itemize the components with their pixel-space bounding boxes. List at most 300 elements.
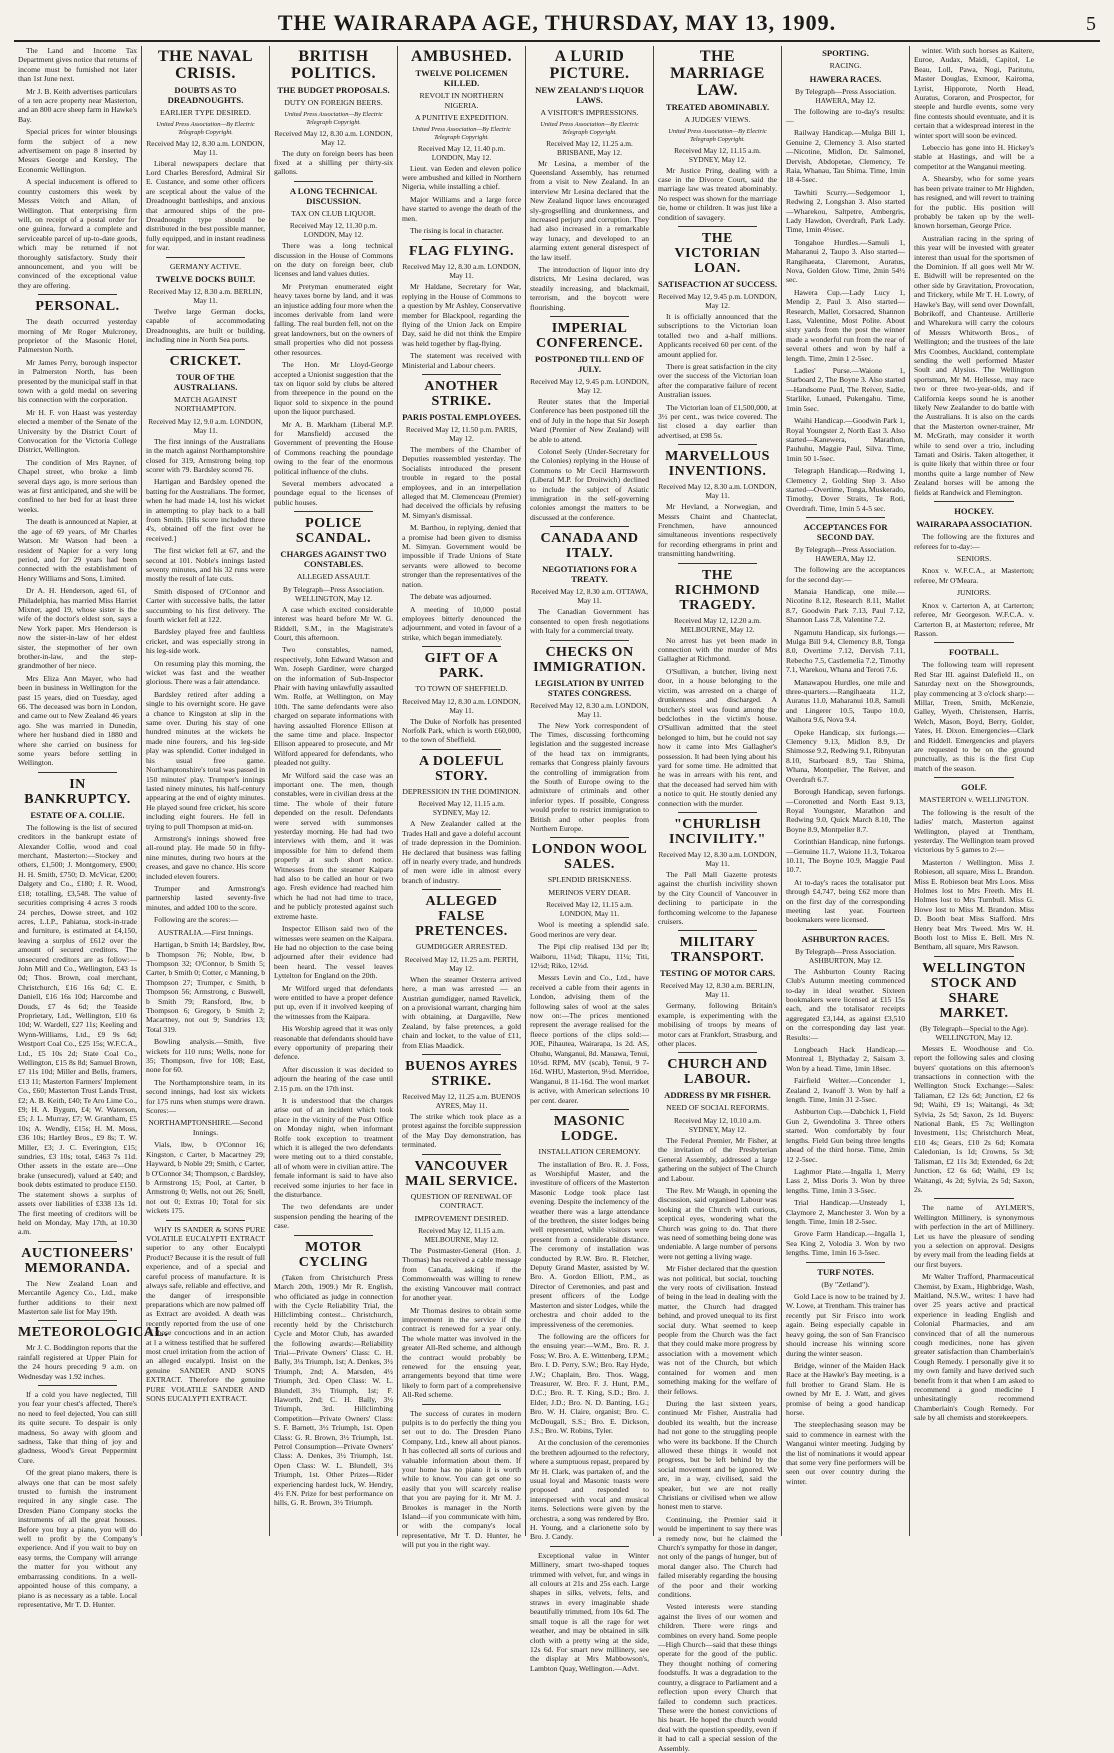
- paragraph: The first wicket fell at 67, and the second at 101. Noble's innings lasted seventy minutes, and his 32 runs were mostly the result of late cuts.: [146, 546, 265, 584]
- paragraph: Ladies' Purse.—Waione 1, Starboard 2, The Boyne 3. Also started—Handsome Paul, The Reiver, Sadie, Starlike, Lunaed, Pukengahu. Time, 1min 5sec.: [786, 366, 905, 413]
- paragraph: Mrs Eliza Ann Mayer, who had been in business in Wellington for the past 15 years, died on Tuesday, aged 66. The deceased was born in London, and came out to New Zealand 46 years ago. She was married in Dunedin, where her husband died in 1880 and where she carried on business for some years before settling in Wellington.: [18, 673, 137, 768]
- divider-rule: [422, 646, 501, 647]
- headline: CHURCH AND LABOUR.: [667, 1057, 768, 1088]
- paragraph: Trumper and Armstrong's partnership lasted seventy-five minutes, and added 100 to the score.: [146, 883, 265, 912]
- subheadline: FOOTBALL.: [949, 647, 999, 658]
- paragraph: There was a long technical discussion in the House of Commons on the duty on foreign beer, club licenses and land values duties.: [274, 241, 393, 279]
- paragraph: Twelve large German docks, capable of accommodating Dreadnoughts, are built or building, including nine in North Sea ports.: [146, 307, 265, 345]
- headline: AUCTIONEERS' MEMORANDA.: [21, 1245, 134, 1276]
- paragraph: Hartigan, b Smith 14; Bardsley, lbw, b Thompson 76; Noble, lbw, b Thompson 32; O'Connor, b Smith 5; Carter, b Smith 0; Cotter, c Manning, b Thompson 27; Trumper, c Smith, b Thompson 56; Armstrong, c Buswell, b Smith 79; Ransford, lbw, b Thompson 6; Gregory, b Smith 2; Macartney, not out 9; Sundries 13; Total 319.: [146, 940, 265, 1034]
- paragraph: Laghmor Plate.—Ingalla 1, Merry Lass 2, Miss Doris 3. Won by three lengths. Time, 1min 3 3-5sec.: [786, 1166, 905, 1195]
- paragraph: The following team will represent Red Star III. against Dalefield II., on Saturday next on the Showgrounds, play commencing at 3 o'clock sharp:—Millar, Treen, Smith, McKenzie, Galley, Wyeth, Christensen, Harris, Welch, Mason, Boyd, Berry, Golder, Yates, H. Dixon. Emergencies—Clark and Riddell. Emergencies and players are requested to be on the ground punctually, as this is the first Cup match of the season.: [914, 660, 1034, 773]
- divider-rule: [934, 1198, 1014, 1199]
- divider-rule: [422, 1154, 501, 1155]
- paragraph: Mr James Perry, borough inspector in Palmerston North, has been presented by the municipal staff in that town with a gold medal on severing his connection with the corporation.: [18, 357, 137, 405]
- dateline: Received May 12, 8.30 a.m. LONDON, May 11.: [658, 849, 777, 868]
- paragraph: Mr Fisher declared that the question was not political, but social, touching the very roots of civilisation. Instead of being in the lead in dealing with the matter, the Church had dragged behind, and proved unequal to its first social duty. What seemed to keep people from the Church was the fact that they could make more progress by association with a movement which was not of the Church, but which contained for women and men something making for the welfare of their fellows.: [658, 1264, 777, 1396]
- paragraph: Vested interests were standing against the lives of our women and children. There were rings and combines on every hand. Some people—High Church—said that these things operate for the good of the public. They thought nothing of cornering foodstuffs. It was a degradation to the country, a disgrace to Parliament and a reflection upon every Church that failed to condemn such practices. These were the honest convictions of his heart. He hoped the church would deal with the question speedily, even if it had to call a special session of the Assembly.: [658, 1602, 777, 1753]
- dateline: Received May 12, 8.30 a.m. LONDON, May 12.: [274, 128, 393, 147]
- paragraph: Bardsley retired after adding a single to his overnight score. He gave a chance to Kingston at slip in the same over. During his stay of one hundred minutes at the wickets he made nine fourers, and his leg-side play was splendid. Cotter indulged in his usual free game. Northamptonshire's total was passed in 150 minutes' play. Trumper's innings lasted ninety minutes, his half-century appearing at the end of eighty minutes. He played sound free cricket, his score including eight fourers. He fell in trying to pull Thompson at mid-on.: [146, 689, 265, 831]
- headline: AMBUSHED.: [411, 48, 512, 65]
- dateline: Received May 12, 11.15 a.m. SYDNEY, May 12.: [674, 145, 761, 164]
- headline: MILITARY TRANSPORT.: [670, 935, 765, 966]
- paragraph: There is great satisfaction in the city over the success of the Victorian loan after the comparative failure of recent Australian issues.: [658, 361, 777, 400]
- dateline: Received May 12, 10.10 a.m. SYDNEY, May 12.: [673, 1115, 762, 1134]
- paragraph: The introduction of liquor into dry districts, Mr Lesina declared, was steadily increasing, and blackmail, terrorism, and the boycott were flourishing.: [530, 264, 649, 312]
- paragraph: Telegraph Handicap.—Redwing 1, Clemency 2, Golding Step 3. Also started—Overtime, Tonga, Muskerado, Timothy, Dover Straits, Te Roti, Overdraft. Time, 1min 5 4-5 sec.: [786, 466, 905, 513]
- subheadline: ADDRESS BY MR FISHER.: [664, 1090, 771, 1101]
- subheadline: CHARGES AGAINST TWO CONSTABLES.: [280, 549, 387, 570]
- dateline: Received May 12, 8.30 a.m. LONDON, May 11.: [658, 482, 777, 501]
- divider-rule: [294, 181, 373, 182]
- divider-rule: [166, 1220, 245, 1221]
- paragraph: Liberal newspapers declare that Lord Charles Beresford, Admiral Sir E. Custance, and some other officers are sceptical about the value of the Dreadnought battleships, and anxious that armoured ships of the pre-Dreadnought type should be distributed in the best possible manner, fully equipped, and in instant readiness for war.: [146, 158, 265, 253]
- paragraph: The debate was adjourned.: [410, 592, 492, 602]
- paragraph: The Pipi clip realised 13d per lb; Waiboru, 11¼d; Tikapu, 11¼; Titi, 12½d; Riko, 12½d.: [530, 942, 649, 970]
- paragraph: Exceptional value in Winter Millinery, smart two-shaped toques trimmed with velvet, fur, and wings in all colours at 21s and 25s each. Large shapes in silks, velvets, felts, and straws in every imaginable shade beautifully trimmed, from 10s 6d. The small toque is all the rage for wet weather, and may be obtained in silk cloth with a pretty wing at the side, 12s 6d. For smart new millinery, see the display at Mrs Mabbowson's, Lambton Quay, Wellington.—Advt.: [530, 1550, 649, 1673]
- paragraph: Trial Handicap.—Unsteady 1, Claymore 2, Manchester 3. Won by a length. Time, 1min 18 2-5sec.: [786, 1198, 905, 1226]
- paragraph: On resuming play this morning, the wicket was fast and the weather glorious. There was a fair attendance.: [146, 658, 265, 687]
- headline: MOTOR CYCLING: [298, 1239, 369, 1270]
- paragraph: Bridge, winner of the Maiden Hack Race at the Hawke's Bay meeting, is a full brother to Grand Slam. He is owned by Mr E. J. Watt, and gives promise of being a good handicap horse.: [786, 1360, 905, 1417]
- paragraph: His Worship agreed that it was only reasonable that defendants should have every opportunity of preparing their defence.: [274, 1024, 393, 1062]
- column-7: [782, 46, 910, 1536]
- deck: (By "Zetland").: [821, 1279, 870, 1289]
- deck: RACING.: [829, 61, 862, 70]
- subheadline: HAWERA RACES.: [809, 73, 882, 84]
- dateline: Received May 12, 8.30 a.m. LONDON, May 11.: [402, 262, 521, 281]
- divider-rule: [294, 1235, 373, 1236]
- paragraph: The death occurred yesterday morning of Mr Roger Mulcroney, proprietor of the Masonic Hotel, Palmerston North.: [18, 317, 137, 355]
- paragraph: The following are the acceptances for the second day:—: [786, 565, 905, 584]
- divider-rule: [550, 1109, 629, 1110]
- paragraph: The following is the list of secured creditors in the bankrupt estate of Alexander Collie, wood and coal merchant, Masterton:—Stockey and others, £1,500; J. Montgomery, £900; H. H. Smith, £750; D. McVicar, £200; Dalgety and Co., £180; J. R. Wood, £18; totalling, £3,548. The value of securities comprising 4 acres 3 roods 24 perches, Dowse street, and 102 acres, L.I.P., Pahiatua, stock-in-trade and furniture, is estimated at £4,150, leaving a surplus of £612 over the amount of secured creditors. The unsecured creditors are as follow:—John Mill and Co., Wellington, £43 1s 0d; Thos. Brown, coal merchant, Christchurch, £16 16s 6d; C. E. Daniell, £16 16s 10d; Harcombe and Douds, £7 4s 6d; the Teaside Proprietary, Ltd., Wellington, £10 6s 10d; W. Wardell, £27 11s; Keeling and Wynn-Williams, Ltd., £9 9s 6d; Westport Coal Co., £25 15s; W.F.C.A., Ltd., £5 10s 2d; State Coal Co., Wellington, £15 8s 8d; Samuel Brown, £7 11s 10d; Miller and Bells, framers, £13 11; Masterton Farmers' Implement Co., £60; Masterton Trust Lands Trust, £2; A. B. Keith, £40; Te Aro Lime Co., £9; H. A. Bygum, £4; W. Waterson, £5; J. L. Murray, £7; W. Grantham, £5 10s; A. Wendly, £15s; H. M. Moss, £36 10s; Hartley Bros., £9 8s; T. W. Miller, £3; J. C. Everington, £15; sundries, £3 10s; total, £463 7s 11d. Other assets in the estate are—One brake (unsecured), valued at £40; and book debts estimated to produce £150. The statement shows a surplus of assets over liabilities of £338 13s 1d. The first meeting of creditors will be held on Monday, May 17th, at 10.30 a.m.: [18, 822, 137, 1237]
- subheadline: TOUR OF THE AUSTRALIANS.: [173, 371, 238, 392]
- headline: IMPERIAL CONFERENCE.: [535, 321, 643, 351]
- deck: IMPROVEMENT DESIRED.: [414, 1213, 509, 1223]
- headline: BUENOS AYRES STRIKE.: [405, 1058, 518, 1089]
- paragraph: At the conclusion of the ceremonies the brethren adjourned to the refectory, where a sumptuous repast, prepared by Mr H. Clark, was partaken of, and the usual loyal and Masonic toasts were proposed and responded to interspersed with vocal and musical items. Selections were given by the orchestra, a song was rendered by Bro. H. Young, and a clarionette solo by Bro. J. Candy.: [530, 1438, 649, 1542]
- paragraph: Inspector Ellison said two of the witnesses were seamen on the Kaipara. He had no objection to the case being adjourned after their evidence had been heard. The vessel leaves Lyttelton for England on the 20th.: [274, 924, 393, 981]
- paragraph: The members of the Chamber of Deputies reassembled yesterday. The Socialists introduced the present trouble in regard to the postal employees, and in an interpellation alleged that M. Clemenceau (Premier) had deceived the officials by refusing M. Simyan's dismissal.: [402, 445, 521, 520]
- headline: "CHURLISH INCIVILITY.": [669, 816, 766, 847]
- divider-rule: [678, 226, 757, 227]
- column-3: [270, 46, 398, 1536]
- paragraph: Mr Pretyman enumerated eight heavy taxes borne by land, and it was an injustice adding four more when the incomes derivable from land were falling. The real burden fell, not on the great landowners, but on the owners of small properties who did not possess other resources.: [274, 281, 393, 357]
- paragraph: Grove Farm Handicap.—Ingalla 1, Sea King 2, Volodia 3. Won by two lengths. Time, 1min 16 3-5sec.: [786, 1229, 905, 1258]
- headline: CRICKET.: [169, 353, 242, 369]
- headline: GIFT OF A PARK.: [424, 651, 499, 682]
- paragraph: The installation of Bro. R. J. Foss, as Worshipful Master, and the investiture of officers of the Masterton Masonic Lodge took place last evening. Despite the inclemency of the weather there was a large attendance of the brethren, the sister lodges being well represented, while visitors were present from a considerable distance. The ceremony of installation was conducted by R.W. Bro. R. Fletcher, Deputy Grand Master, assisted by W. Bro. A. Gordon Elliott, P.M., as Director of Ceremonies, and past and present officers of the Lodge Masterton and sister Lodges, while the orchestra and choir added to the impressiveness of the ceremonies.: [530, 1159, 649, 1329]
- dateline: Received May 12, 11.40 p.m. LONDON, May 12.: [417, 143, 506, 162]
- subheadline: GOLF.: [961, 782, 987, 793]
- headline: THE MARRIAGE LAW.: [670, 48, 765, 99]
- subheadline: WAIRARAPA ASSOCIATION.: [916, 519, 1032, 530]
- subheadline: POSTPONED TILL END OF JULY.: [535, 354, 644, 374]
- paragraph: If a cold you have neglected, Till you fear your chest's affected, There's no need to feel dejected, You can still its quite secure. To despair is only madness, So away with gloom and sadness, Take that thing of joy and gladness, Wood's Great Peppermint Cure.: [18, 1389, 137, 1465]
- paragraph: Ngamutu Handicap, six furlongs.—Mulga Bill 9.4, Clemency 8.8, Tonga 8.0, Overtime 7.12, Dervish 7.11, Rebecho 7.5, Castlemelia 7.2, Timothy 7.1, Warekou, Whana and Teroti 7.6.: [786, 627, 905, 675]
- paragraph: The following are the officers for the ensuing year:—W.M., Bro. R. J. Foss; W. Bro. A. E. Wittenberg, I.P.M.; Bro. I. D. Perry, S.W.; Bro. Ray Hyde, J.W.; Chaplain, Bro. Thos. Wagg, Treasurer, W. Bro. F. J. Hunt, P.M., D.C.; Bro. R. T. King, S.D.; Bro. J. Elder, J.D.; Bro. N. D. Banting, I.G.; Bro. W. H. Claire, organist; Bro. C. McDougall, S.S.; Bro. E. Dickson, J.S.; Bro. W. Robins, Tyler.: [530, 1331, 649, 1435]
- paragraph: Longbeach Hack Handicap.—Montreal 1, Blythaday 2, Saisam 3. Won by a head. Time, 1min 18sec.: [786, 1045, 905, 1073]
- deck: NORTHAMPTONSHIRE.—Second Innings.: [148, 1118, 263, 1137]
- dateline: Received May 12, 11.25 a.m. BUENOS AYRES, May 11.: [402, 1091, 521, 1110]
- paragraph: Opeke Handicap, six furlongs.—Clemency 9.13, Midlon 8.9, Dr Shimosse 9.2, Redwing 9.1, Ribnyutan 8.10, Starboard 8.9, Tau Shima, Whana, Montpelier, The Reiver, and Overdraft 6.7.: [786, 727, 905, 784]
- divider-rule: [678, 812, 757, 813]
- paragraph: The Postmaster-General (Hon. J. Thomas) has received a cable message from Canada, asking if the Commonwealth was willing to renew the existing Vancouver mail contract for another year.: [402, 1246, 521, 1303]
- paragraph: During the last sixteen years, continued Mr Fisher, Australia had doubled its wealth, but the increase had not gone to the struggling people who were its backbone. If the Church allowed these things it would not progress, but be left behind by the social movement and be ignored. We are, in a way, civilised, said the speaker, but we are not really Christians or civilised when we allow honest men to starve.: [658, 1398, 777, 1512]
- dateline: By Telegraph—Press Association. HAWERA, May 12.: [795, 86, 896, 105]
- headline: BRITISH POLITICS.: [291, 48, 376, 82]
- dateline: Received May 12, 8.30 a.m. LONDON, May 11.: [146, 138, 265, 157]
- paragraph: A New Zealander called at the Trades Hall and gave a doleful account of trade depression in the Dominion. He declared that business was falling off in nearly every trade, and hundreds of men were idle in almost every branch of industry.: [402, 819, 521, 885]
- paragraph: Ashburton Cup.—Dabchick 1, Field Gun 2, Gwendolina 3. Three others started. Won comfortably by four lengths. Field Gun being three lengths ahead of the third horse. Time, 2min 12 2-5sec.: [786, 1107, 905, 1164]
- divider-rule: [678, 1052, 757, 1053]
- subheadline: TWELVE DOCKS BUILT.: [155, 274, 256, 285]
- paragraph: The statement was received with Ministerial and Labour cheers.: [402, 351, 521, 370]
- paragraph: Mr Lesina, a member of the Queensland Assembly, has returned from a visit to New Zealand. In an interview Mr Lesina declared that the New Zealand liquor laws encouraged sly-grogselling and drunkenness, and increased perjury and corruption. They had also increased in a remarkable way lunacy, and developed to an alarming extent general disrespect of the law itself.: [530, 158, 649, 262]
- paragraph: The duty on foreign beers has been fixed at a shilling per thirty-six gallons.: [274, 148, 393, 177]
- paragraph: Mr Justice Pring, dealing with a case in the Divorce Court, said the marriage law was treated abominably. No respect was shown for the marriage tie, home or children. It was just like a condition of savagery.: [658, 165, 777, 222]
- headline: ANOTHER STRIKE.: [424, 379, 499, 409]
- paragraph: The following is the result of the ladies' match, Masterton against Wellington, played at Trentham, yesterday. The Wellington team proved victorious by 5 games to 2:—: [914, 807, 1034, 855]
- paragraph: The strike which took place as a protest against the forcible suppression of the May Day demonstration, has terminated.: [402, 1111, 521, 1150]
- deck: A VISITOR'S IMPRESSIONS.: [540, 108, 639, 117]
- paragraph: The Duke of Norfolk has presented Norfolk Park, which is worth £60,000, to the town of Sheffield.: [402, 716, 521, 745]
- subheadline: NEW ZEALAND'S LIQUOR LAWS.: [535, 85, 644, 105]
- dateline: Received May 12, 11.30 p.m. LONDON, May 12.: [289, 221, 378, 240]
- paragraph: The name of AYLMER'S, Wellington Millinery, is synonymous with perfection in the art of Millinery. Let us have the pleasure of sending you a selection on approval. Designs by every mail from the leading fields at our first buyers.: [914, 1203, 1034, 1269]
- headline: A DOLEFUL STORY.: [418, 753, 504, 784]
- column-1: [14, 46, 169, 1609]
- paragraph: Vials, lbw, b O'Connor 16; Kingston, c Carter, b Macartney 29; Hayward, b Noble 29; Smith, c Carter, b O'Connor 34; Thompson, c Bardsley, b Armstrong 15; Pool, at Carter, b Armstrong 0; Wells, not out 26; Snell, not out 0; Extras 10; Total for six wickets 175.: [146, 1140, 265, 1216]
- divider-rule: [934, 777, 1014, 778]
- column-6: [654, 46, 782, 1753]
- subheadline: TESTING OF MOTOR CARS.: [659, 968, 776, 979]
- paragraph: Bardsley played free and faultless cricket, and was especially strong in his leg-side work.: [146, 627, 265, 656]
- wire-credit: United Press Association—By Electric Telegraph Copyright.: [540, 120, 639, 136]
- deck: QUESTION OF RENEWAL OF CONTRACT.: [410, 1191, 513, 1211]
- deck: SENIORS.: [956, 553, 992, 563]
- divider-rule: [422, 889, 501, 890]
- divider-rule: [550, 316, 629, 317]
- paragraph: The Rev. Mr Waugh, in opening the discussion, said organised Labour was looking at the Church with curious, sceptical eyes, wondering what the Church was going to do. That there was need of something being done was undeniable. A large number of persons were not getting a living wage.: [658, 1185, 777, 1261]
- headline: CHECKS ON IMMIGRATION.: [533, 644, 646, 675]
- headline: LONDON WOOL SALES.: [531, 842, 648, 873]
- paragraph: Mr A. B. Markham (Liberal M.P. for Mansfield) accused the Government of preventing the House of Commons reaching the poundage owing to the fear of the enormous political influence of the clubs.: [274, 419, 393, 476]
- paragraph: Mr J. B. Keith advertises particulars of a ten acre property near Masterton, and an 800 acre sheep farm in Hawke's Bay.: [18, 86, 137, 124]
- paragraph: Two constables, named, respectively, John Edward Watson and Wm. Joseph Gardiner, were charged on the information of Sub-Inspector Phair with having unlawfully assaulted Wm. Rolfe, at Wellington, on May 10th. The same defendants were also charged on separate informations with having assaulted Florence Ellison at the same time and place. Inspector Ellison appeared to prosecute, and Mr Wilford appeared for defendants, who pleaded not guilty.: [274, 645, 393, 768]
- paragraph: Borough Handicap, seven furlongs.—Coronetted and North East 9.13, Royal Youngster, Marathon and Redwing 9.0, Quick March 8.10, The Boyne 8.9, Montpelier 8.7.: [786, 787, 905, 834]
- paragraph: Major Williams and a large force have started to avenge the death of the men.: [402, 194, 521, 223]
- divider-rule: [806, 517, 885, 518]
- deck: EARLIER TYPE DESIRED.: [159, 108, 252, 117]
- paragraph: WHY IS SANDER & SONS PURE VOLATILE EUCALYPTI EXTRACT superior to any other Eucalypti Product? Because it is the result of full experience, and of a special and careful process of manufacture. It is always safe, reliable and effective, and the danger of irresponsible preparations which are now palmed off as Extract are avoided. A death was recently reported from the use of one of those concoctions and in an action at l a witness testified that he suffered most cruel irritation from the action of an alleged eucalypti. Insist on the genuine SANDER AND SONS EXTRACT. Therefore the genuine PURE VOLATILE SANDER AND SONS EUCALYPTI EXTRACT.: [146, 1224, 265, 1403]
- divider-rule: [422, 749, 501, 750]
- divider-rule: [166, 257, 245, 258]
- paragraph: Mr Wilford urged that defendants were entitled to have a proper defence put up, even if it involved keeping of the witnesses from the Kaipara.: [274, 983, 393, 1021]
- subheadline: HOCKEY.: [954, 506, 994, 517]
- paragraph: Following are the scores:—: [154, 915, 239, 925]
- dateline: (By Telegraph—Special to the Age). WELLINGTON, May 12.: [920, 1023, 1028, 1042]
- paragraph: The Pall Mall Gazette protests against the churlish incivility shown by the City Council of Vancouver in declining to participate in the forthcoming welcome to the Japanese cruisers.: [658, 869, 777, 926]
- paragraph: The Federal Premier, Mr Fisher, at the invitation of the Presbyterian General Assembly, addressed a large gathering on the subject of The Church and Labour.: [658, 1135, 777, 1183]
- divider-rule: [38, 294, 117, 295]
- headline: THE VICTORIAN LOAN.: [674, 230, 761, 276]
- paragraph: Australian racing in the spring of this year will be invested with greater interest than usual for the sportsmen of the Dominion. If all goes well Mr W. E. Bidwill will be represented on the other side by Gravitation, Provocation, and Trickery, while Mr T. H. Lowry, of Hawke's Bay, will send over Downfall, Bobrikoff, and Chanteuse. Artillerie and Wharekura will carry the colours of Messrs Whitworth Bros., of Wellington; and the trustees of the late Mrs Coombes, Auckland, contemplate sending the well performed Master Soult and Alysius. The Wellington sportsman, Mr M. Hellesse, may race two or three two-year-olds, and if California keeps sound he is another likely New Zealander to do battle with the Australians. It is also on the cards that the Masterton owner-trainer, Mr M. McGrath, may consider it worth while to send over a trio, including Tamati and Osiris. Taken altogether, it is quite likely that within three or four months quite a large number of New Zealand horses will be among the fields at Randwick and Flemington.: [914, 233, 1034, 497]
- deck: TO TOWN OF SHEFFIELD.: [415, 684, 508, 694]
- paragraph: Fairfield Welter.—Concender 1, Zealand 2, Ivanoff 3. Won by half a length. Time, 1min 31 2-5sec.: [786, 1076, 905, 1105]
- paragraph: A meeting of 10,000 postal employees bitterly denounced the adjournment, and voted in favour of a strike, which began immediately.: [402, 604, 521, 642]
- deck: MERINOS VERY DEAR.: [548, 887, 631, 897]
- paragraph: Mr Haldane, Secretary for War, replying in the House of Commons to a question by Mr Ashley, Conservative member for Blackpool, regarding the flying of the Union Jack on Empire Day, said he did not think the Empire was held together by flag-flying.: [402, 282, 521, 348]
- headline: ALLEGED FALSE PRETENCES.: [415, 894, 508, 940]
- column-2: [142, 46, 270, 1536]
- paragraph: Tawhiti Scurry.—Sedgemoor 1, Redwing 2, Longshan 3. Also started—Wharekou, Saltpetre, Ambergris, Lady Hawdon, Overdraft, Park Lady. Time, 1min 4½sec.: [786, 187, 905, 235]
- dateline: Received May 12, 8.30 a.m. OTTAWA, May 11.: [530, 587, 649, 606]
- paragraph: A case which excited considerable interest was heard before Mr W. G. Riddell, S.M., in the Magistrate's Court, this afternoon.: [274, 604, 393, 642]
- subheadline: TWELVE POLICEMEN KILLED.: [415, 68, 508, 88]
- divider-rule: [934, 956, 1014, 957]
- deck: GERMANY ACTIVE.: [169, 261, 242, 271]
- paragraph: Mr Walter Trafford, Pharmaceutical Chemist, by Exam., Highbridge, Wash, Maitland, N.S.W., writes: I have had over 25 years active and practical experience in leading English and Colonial Pharmacies, and am convinced that of all the numerous cough medicines, none has given greater satisfaction than Chamberlain's Cough Remedy. I personally give it to my own family and have derived such benefit from it that when I am asked to recommend a good medicine I unhesitatingly recommend Chamberlain's Cough Remedy. For sale by all chemists and storekeepers.: [914, 1272, 1034, 1423]
- dateline: Received May 12, 9.0 a.m. LONDON, May 11.: [148, 416, 263, 435]
- paragraph: Dr A. H. Henderson, aged 61, of Philadelphia, has married Miss Harriet Mixner, aged 19, whose sister is the wife of the doctor's eldest son, says a New York paper. Mrs Henderson is now the sister-in-law of her eldest sister, the stepmother of her own brother-in-law, and the step-grandmother of her niece.: [18, 586, 137, 671]
- wire-credit: United Press Association—By Electric Telegraph Copyright.: [156, 120, 255, 136]
- dateline: Received May 12, 11.15 a.m. SYDNEY, May 12.: [418, 799, 505, 818]
- paragraph: The Canadian Government has consented to open fresh negotiations with Italy for a commercial treaty.: [530, 607, 649, 636]
- paragraph: Armstrong's innings showed free all-round play. He made 50 in fifty-nine minutes, during two hours at the creases, and gave no chance. His score included eleven fourers.: [146, 833, 265, 881]
- divider-rule: [550, 526, 629, 527]
- wire-credit: United Press Association—By Electric Telegraph Copyright.: [284, 110, 383, 126]
- dateline: Received May 12, 8.30 a.m. BERLIN, May 11.: [148, 287, 263, 306]
- subheadline: A LONG TECHNICAL DISCUSSION.: [289, 185, 378, 206]
- paragraph: Knox v. W.F.C.A., at Masterton; referee, Mr O'Meara.: [914, 566, 1034, 585]
- divider-rule: [678, 930, 757, 931]
- headline: PERSONAL.: [35, 299, 120, 315]
- dateline: Received May 12, 9.45 p.m. LONDON, May 12.: [658, 291, 777, 310]
- paragraph: The New Zealand Loan and Mercantile Agency Co., Ltd., make further additions to their next Masterton sale list for May 19th.: [18, 1278, 137, 1316]
- headline: POLICE SCANDAL.: [295, 516, 372, 547]
- deck: NEED OF SOCIAL REFORMS.: [666, 1103, 769, 1113]
- dateline: Received May 12, 9.45 p.m. LONDON, May 12.: [530, 377, 649, 395]
- paragraph: Of the great piano makers, there is always one that can be most safely trusted to furnish the instrument required in any single case. The Dresden Piano Company stocks the instruments of all the great houses. Before you buy a piano, you will do well to profit by the Company's experience. And if you wait to buy on easy terms, the Company will arrange the matter for you without any embarrassing conditions. In a well-appointed house of this company, a piano is as necessary as a table. Local representative, Mr T. D. Hunter.: [18, 1468, 137, 1609]
- paragraph: Special prices for winter blousings form the subject of a new advertisement on page 8 inserted by Messrs George and Kersley, The Economic Wellington.: [18, 127, 137, 174]
- paragraph: Messrs Levin and Co., Ltd., have received a cable from their agents in London, advising them of the following sales of wool at the sales now on:—The prices mentioned represent the average realised for the fleece portions of the clips sold:— JOE, Pihautea, Wairarapa, 1s 2d. AS, Ohuhu, Wanganui, 8d. Mauawa, Tenui, 10½d. RPM, MV (scab), Tenui, 9 7-16d. WHU, Masterton, 9½d. Merridoe, Wanganui, 8 11-16d. The wool market is active, with American selections 10 per cent. dearer.: [530, 973, 649, 1105]
- paragraph: The success of curates in modern pulpits is to do perfectly the thing you set out to do. The Dresden Piano Company, Ltd., knew all about pianos. It has collected all sorts of curious and valuable information about them. If your home has no piano it is worth while to know. You can get one so easily that you will scarcely realise that you are paying for it. Mr M. J. Brookes is manager in the North Island—if you communicate with him, or with the company's local representative, Mr T. D. Hunter, he will put you in the right way.: [402, 1408, 521, 1550]
- paragraph: It is officially announced that the subscriptions to the Victorian loan totalled two and a-half millions. Applicants received 60 per cent. of the amount applied for.: [658, 311, 777, 359]
- headline: IN BANKRUPTCY.: [24, 776, 131, 807]
- deck: A PUNITIVE EXPEDITION.: [414, 113, 509, 122]
- paragraph: Continuing, the Premier said it would be impertinent to say there was a remedy now, but he claimed the Church's sympathy for those in danger, not only of the pangs of hunger, but of moral danger also. The Church had failed miserably regarding the housing of the poor and their working conditions.: [658, 1514, 777, 1600]
- subheadline: THE BUDGET PROPOSALS.: [277, 85, 390, 95]
- paragraph: M. Barthou, in replying, denied that a promise had been given to dismiss M. Simyan. Government would be impossible if Trade Unions of State servants were allowed to become stronger than the representatives of the nation.: [402, 523, 521, 589]
- headline: WELLINGTON STOCK AND SHARE MARKET.: [922, 960, 1026, 1021]
- deck: ALLEGED ASSAULT.: [296, 572, 371, 582]
- subheadline: SPORTING.: [822, 48, 869, 58]
- paragraph: After discussion it was decided to adjourn the hearing of the case until 2.15 p.m. on the 17th inst.: [274, 1064, 393, 1093]
- paragraph: winter. With such horses as Kaitere, Euroe, Audax, Maidi, Capitol, Le Beau, Loll, Pawa, Nogi, Paritutu, Master Douglas, Exmoor, Kairoma, Lyrist, Hipporote, North Head, Auratus, Coraron, and Prospector, for steeple and hurdle events, some very fine contests should eventuate, and it is certain that a widespread interest in the winter sport will soon be evinced.: [914, 46, 1034, 140]
- dateline: Received May 12, 11.25 a.m. BRISBANE, May 12.: [546, 138, 633, 157]
- paragraph: Reuter states that the Imperial Conference has been postponed till the end of July in the hope that Sir Joseph Ward (Premier of New Zealand) will be able to attend.: [530, 397, 649, 444]
- paragraph: Masterton / Wellington. Miss J. Robieson, all square, Miss L. Brandon. Miss E. Robieson beat Mrs Loos. Miss Holmes lost to Mrs Freeth. Mrs H. Holmes lost to Mrs Turnbull. Miss G. Howe lost to Miss M. Brandon. Miss D. Booth beat Miss Stafford. Mrs Henry beat Mrs Tweed. Mrs W. H. Booth lost to Miss E. Bell. Mrs N. Bentham, all square, Mrs Rawson.: [914, 857, 1034, 952]
- paragraph: The two defendants are under suspension pending the hearing of the case.: [274, 1202, 393, 1231]
- deck: SPLENDID BRISKNESS.: [547, 875, 632, 885]
- page-number: 5: [1086, 13, 1096, 35]
- dateline: Received May 12, 8.30 a.m. BERLIN, May 11.: [660, 981, 775, 1000]
- paragraph: Gold Lace is now to be trained by J. W. Lowe, at Trentham. This trainer has recently put Sir Frisco into work again. Being especially capable in heavy going, the son of San Francisco should increase his winning score during the winter season.: [786, 1292, 905, 1358]
- divider-rule: [422, 1054, 501, 1055]
- paragraph: The Hon. Mr Lloyd-George accepted a Unionist suggestion that the tax on liquor sold by clubs be altered from threepence in the pound on the liquor sold to sixpence in the pound upon the liquor purchased.: [274, 360, 393, 417]
- headline: FLAG FLYING.: [408, 244, 515, 260]
- paragraph: Hawera Cup.—Lady Lucy 1, Mendip 2, Paul 3. Also started—Research, Mallet, Corsacred, Shannon Lass, Valentine, Most Polite. About sixty yards from the post the winner made a wonderful run from the rear of several others and won by half a length. Time, 2min 1 2-5sec.: [786, 287, 905, 363]
- paragraph: Colonel Seely (Under-Secretary for the Colonies) replying in the House of Commons to Mr Cecil Harmsworth (Liberal M.P. for Droitwich) declined to include the subject of Asiatic immigration in the self-governing colonies amongst the matters to be discussed at the conference.: [530, 447, 649, 522]
- divider-rule: [422, 1404, 501, 1405]
- divider-rule: [294, 511, 373, 512]
- dateline: Received May 12, 11.15 a.m. LONDON, May 11.: [546, 900, 633, 919]
- subheadline: SATISFACTION AT SUCCESS.: [658, 278, 777, 289]
- deck: JUNIORS.: [956, 588, 991, 598]
- divider-rule: [806, 929, 885, 930]
- deck: A JUDGES' VIEWS.: [684, 115, 751, 124]
- paragraph: Manawapou Hurdles, one mile and three-quarters.—Rangihaeata 11.2, Auratus 11.0, Maharanui 10.8, Samuli and Lingerer 10.5, Taupo 10.0, Waihora 9.6, Nova 9.4.: [786, 677, 905, 725]
- paragraph: A. Shearsby, who for some years has been private trainer to Mr Highden, has resigned, and will revert to training for the public. His position will probably be taken up by the well-known horseman, George Price.: [914, 174, 1034, 231]
- paragraph: The rising is local in character.: [410, 225, 504, 235]
- divider-rule: [422, 239, 501, 240]
- paragraph: When the steamer Orsterra arrived here, a man was arrested — an Austrian gumdigger, named Ravelick, on a provisional warrant, charging him with obtaining, at Dargaville, New Zealand, by false pretences, a gold chain and locket, to the value of £11, from Elias Maadick.: [402, 974, 521, 1050]
- subheadline: ESTATE OF A. COLLIE.: [30, 809, 125, 820]
- column-area: [14, 46, 1100, 1753]
- deck: REVOLT IN NORTHERN NIGERIA.: [419, 91, 504, 110]
- paragraph: The Land and Income Tax Department gives notice that returns of income must be furnished not later than 1st June next.: [18, 46, 137, 84]
- deck: AUSTRALIA.—First Innings.: [157, 927, 254, 937]
- dateline: By Telegraph—Press Association. ASHBURTON, May 12.: [795, 946, 896, 965]
- dateline: By Telegraph—Press Association. WELLINGTON, May 12.: [283, 584, 384, 603]
- paragraph: Mr Thomas desires to obtain some improvement in the service if the contract is renewed for a year only. The whole matter was involved in the greater All-Red scheme, and although the contract would probably be renewed for the ensuing year, arrangements beyond that time were likely to form part of a comprehensive All-Red scheme.: [402, 1305, 521, 1400]
- paragraph: Lieut. van Eeden and eleven police were ambushed and killed in Northern Nigeria, while installing a chief.: [402, 163, 521, 192]
- paragraph: Tongahoe Hurdles.—Samuli 1, Maharanui 2, Taupo 3. Also started—Rangihaeata, Claremont, Auratus, Nova, Golden Glow. Time, 2min 54½ sec.: [786, 237, 905, 285]
- paragraph: Several members advocated a poundage equal to the licenses of public houses.: [274, 478, 393, 507]
- subheadline: ASHBURTON RACES.: [801, 933, 890, 944]
- headline: CANADA AND ITALY.: [540, 531, 639, 562]
- divider-rule: [550, 640, 629, 641]
- paragraph: Lebeccio has gone into H. Hickey's stable at Hastings, and will be a competitor at the Wanganui meeting.: [914, 143, 1034, 171]
- divider-rule: [38, 772, 117, 773]
- deck: INSTALLATION CEREMONY.: [538, 1147, 641, 1157]
- column-5: [526, 46, 654, 1673]
- deck: DEPRESSION IN THE DOMINION.: [402, 786, 521, 796]
- paragraph: It is understood that the charges arise out of an incident which took place in the vicinity of the Post Office on Monday night, when informant Rolfe took exception to treatment which it is alleged the two defendants were meting out to a third constable, all of whom were in civilian attire. The female informant is said to have also received some injuries to her face in the disturbance.: [274, 1096, 393, 1200]
- paragraph: Mr J. C. Boddington reports that the rainfall registered at Upper Plain for the 24 hours preceding 9 a.m. on Wednesday was 1.92 inches.: [18, 1343, 137, 1381]
- headline: A LURID PICTURE.: [549, 48, 630, 82]
- paragraph: Hartigan and Bardsley opened the batting for the Australians. The former, when he had made 14, lost his wicket in attempting to play back to a ball from Smith. [His score included three 4's, obtained off the first over he received.]: [146, 477, 265, 543]
- paragraph: A special inducement is offered to country customers this week by Messrs Veitch and Allan, of Wellington. That enterprising firm will, on receipt of a postal order for one guinea, forward a complete and serviceable parcel of up-to-date goods, which may be returned if not thoroughly satisfactory. Study their announcement, and you will be convinced of the exceptional value they are offering.: [18, 177, 137, 290]
- paragraph: Smith disposed of O'Connor and Carter with successive balls, the latter succumbing to his first delivery. The fourth wicket fell at 122.: [146, 586, 265, 624]
- headline: MARVELLOUS INVENTIONS.: [665, 449, 770, 480]
- divider-rule: [934, 501, 1014, 502]
- paragraph: Manaia Handicap, one mile.—Nicotine 8.12, Research 8.11, Mallet 8.7, Goodwin Park 7.13, Paul 7.12, Shannon Lass 7.8, Valentine 7.2.: [786, 586, 905, 625]
- paragraph: The following are the fixtures and referees for to-day:—: [914, 532, 1034, 551]
- subheadline: PARIS POSTAL EMPLOYEES.: [402, 412, 521, 422]
- headline: THE RICHMOND TRAGEDY.: [675, 567, 760, 613]
- deck: MATCH AGAINST NORTHAMPTON.: [173, 394, 238, 414]
- divider-rule: [550, 837, 629, 838]
- subheadline: DOUBTS AS TO DREADNOUGHTS.: [167, 85, 244, 105]
- subheadline: ACCEPTANCES FOR SECOND DAY.: [803, 522, 888, 543]
- divider-rule: [422, 374, 501, 375]
- divider-rule: [38, 1241, 117, 1242]
- paragraph: Mr H. F. von Haast was yesterday elected a member of the Senate of the University by the District Court of Convocation for the Victoria College District, Wellington.: [18, 407, 137, 455]
- paragraph: Waihi Handicap.—Goodwin Park 1, Royal Youngster 2, North East 3. Also started—Kanewera, Marathon, Pauhuhu, Maggie Paul, Silva. Time, 1min 50 1-5sec.: [786, 416, 905, 463]
- paragraph: Messrs E. Woodhouse and Co. report the following sales and closing buyers' quotations on this afternoon's transactions in connection with the Wellington Stock Exchange:—Sales: Taliaman, £2 12s 6d; Junction, £2 6s 9d; Waihi, £9 1s; Waitangi, 4s 3d; Sylvia, 2s 5d; Saxon, 2s 1d. Buyers: National Bank, £5 7s; Wellington Investment, 11s; Christchurch Meat, £10 4s; Gears, £10 2s 6d; Komata Caledonian, 1s 1d; Crowns, 5s 3d; Talisman, £2 11s 3d; Extended, 6s 2d; Junction, £2 6s 6d; Waihi, £9 1s; Waitangi, 4s 2d; Sylvia, 2s 5d; Saxon, 2s.: [914, 1043, 1034, 1194]
- subheadline: TREATED ABOMINABLY.: [665, 102, 770, 112]
- dateline: Received May 12, 8.30 a.m. LONDON, May 11.: [402, 696, 521, 715]
- divider-rule: [38, 1385, 117, 1386]
- paragraph: (Taken from Christchurch Press March 20th, 1909.) Mr R. English, who officiated as judge in connection with the Cycle Reliability Trial, the Hillclimbing contest... Christchurch, recently held by the Christchurch Cycle and Motor Club, has awarded the following awards:—Reliability Trial—Private Owners' Class: C. H. Bally, 3¼ Triumph, 1st; A. Denkes, 3½ Triumph, 2nd; A. Marsden, 4½ Triumph, 3rd. Open Class: W. L. Blundell, 3½ Triumph, 1st; F. Haworth, 2nd; C. H. Bally, 3½ Triumph, 3rd. Hillclimbing Competition—Private Owners' Class: S. F. Barnett, 3½ Triumph, 1st. Open Class: G. R. Brown, 3½ Triumph, 1st. Petrol Consumption—Private Owners' Class: A. Denkes, 3½ Triumph, 1st. Open Class: W. L. Blundell, 3½ Triumph, 1st. Other Prizes—Rider experiencing hardest luck, W. Hendry, 4½ F.N. Prize for best performance on hills, G. R. Brown, 3½ Triumph.: [274, 1272, 393, 1508]
- paragraph: Mr Hevland, a Norwegian, and Messrs Chaint and Chanteclat, Frenchmen, have announced simultaneous inventions respectively for recording ethergrams in print and transmitting handwriting.: [658, 502, 777, 559]
- deck: DUTY ON FOREIGN BEERS.: [284, 98, 383, 107]
- dateline: By Telegraph—Press Association. HAWERA, May 12.: [795, 545, 896, 564]
- paragraph: At to-day's races the totalisator put through £4,747, being £62 more than on the first day of the corresponding meeting last year. Fourteen bookmakers were licensed.: [786, 877, 905, 925]
- paragraph: The steeplechasing season may be said to commence in earnest with the Wanganui winter meeting. Judging by the list of nominations it would appear that some very fine performers will be seen out over country during the winter.: [786, 1420, 905, 1486]
- paragraph: The death is announced at Napier, at the age of 69 years, of Mr Charles Watson. Mr Watson had been a resident of Napier for a very long period, and for 29 years had been connected with the establishment of Henry Williams and Sons, Limited.: [18, 517, 137, 583]
- paragraph: Wool is meeting a splendid sale. Good merinos are very dear.: [530, 920, 649, 939]
- paragraph: The Victorian loan of £1,500,000, at 3½ per cent., was twice covered. The list closed a day earlier than advertised, at £98 5s.: [658, 402, 777, 440]
- paragraph: Corinthian Handicap, nine furlongs.—Genuine 11.7, Waione 11.3, Tokaroa 10.11, The Boyne 10.9, Maggie Paul 10.7.: [786, 837, 905, 875]
- paragraph: The following are to-day's results:—: [786, 106, 905, 125]
- headline: VANCOUVER MAIL SERVICE.: [405, 1158, 518, 1189]
- wire-credit: United Press Association—By Electric Telegraph Copyright.: [412, 125, 511, 141]
- headline: THE NAVAL CRISIS.: [157, 48, 254, 82]
- column-4: [398, 46, 526, 1550]
- masthead: [14, 8, 1100, 42]
- paragraph: The New York correspondent of The Times, discussing forthcoming legislation and the suggested increase of the head tax on immigrants, remarks that Congress plainly favours the controlling of immigration from the South of Europe owing to the admixture of criminals and other inferior types. If possible, Congress would prefer to restrict immigration to British and other peoples from Northern Europe.: [530, 720, 649, 833]
- divider-rule: [166, 349, 245, 350]
- wire-credit: United Press Association—By Electric Telegraph Copyright.: [668, 127, 767, 143]
- dateline: Received May 12, 8.30 a.m. LONDON, May 11.: [530, 700, 649, 719]
- newspaper-title: THE WAIRARAPA AGE, THURSDAY, MAY 13, 1909.: [277, 10, 837, 35]
- divider-rule: [678, 444, 757, 445]
- paragraph: Mr Wilford said the case was an important one. The men, though constables, were in civilian dress at the time. The whole of their future depended on the result. Defendants were served with summonses yesterday morning. He had had two interviews with them, and it was impossible for him to defend them properly at such short notice. Witnesses from the steamer Kaipara had also to be called an hour or two ago. Fresh evidence had reached him which he had not had time to trace, and he publicly protested against such extreme haste.: [274, 770, 393, 921]
- paragraph: The first innings of the Australians in the match against Northamptonshire closed for 319, Armstrong being top scorer with 79. Bardsley scored 76.: [146, 436, 265, 474]
- divider-rule: [934, 642, 1014, 643]
- headline: MASONIC LODGE.: [553, 1114, 626, 1145]
- divider-rule: [678, 563, 757, 564]
- divider-rule: [38, 1320, 117, 1321]
- deck: MASTERTON v. WELLINGTON.: [919, 795, 1029, 805]
- paragraph: Knox v. Carterton A, at Carterton; referee, Mr Georgeson. W.F.C.A. v. Carterton B, at Masterton; referee, Mr Rasson.: [914, 600, 1034, 638]
- paragraph: No arrest has yet been made in connection with the murder of Mrs Gallagher at Richmond.: [658, 635, 777, 664]
- paragraph: Germany, following Britain's example, is experimenting with the mobilising of troops by means of motor cars at Frankfort, Strasburg, and other places.: [658, 1001, 777, 1049]
- dateline: Received May 12, 12.20 a.m. MELBOURNE, May 12.: [673, 615, 762, 634]
- paragraph: Railway Handicap.—Mulga Bill 1, Genuine 2, Clemency 3. Also started—Nicotine, Midlon, Dr. Salmonel, Dervish, Abdopetae, Clemency, Te Raia, Whanau, Tau Shima. Time, 1min 18 4-5sec.: [786, 128, 905, 185]
- dateline: Received May 12, 11.50 p.m. PARIS, May 12.: [405, 425, 518, 443]
- subheadline: NEGOTIATIONS FOR A TREATY.: [542, 564, 637, 585]
- column-8: [910, 46, 1038, 1536]
- subheadline: TURF NOTES.: [817, 1266, 874, 1277]
- deck: TAX ON CLUB LIQUOR.: [291, 208, 376, 218]
- divider-rule: [806, 1262, 885, 1263]
- paragraph: The Northamptonshire team, in its second innings, had lost six wickets for 175 runs when stumps were drawn. Scores:—: [146, 1077, 265, 1115]
- paragraph: The condition of Mrs Rayner, of Chapel street, who broke a limb several days ago, is more serious than was at first anticipated, and she will be confined to her bed for at least three weeks.: [18, 457, 137, 514]
- paragraph: O'Sullivan, a butcher, living next door, in a house belonging to the victim, was arrested on a charge of drunkenness and discharged. A butcher's steel was found among the bedclothes in the victim's house. O'Sullivan admitted that the steel belonged to him, but he could not say how it came into Mrs Gallagher's possession. It had been lying about his yard for some time. He admitted that he was in arrears with his rent, and that the deceased had served him with a notice to quit. He stoutly denied any connection with the murder.: [658, 666, 777, 808]
- headline: METEOROLOGICAL.: [18, 1325, 169, 1341]
- deck: GUMDIGGER ARRESTED.: [415, 942, 508, 952]
- paragraph: Bowling analysis.—Smith, five wickets for 110 runs; Wells, none for 35; Thompson, five for 108; East, none for 60.: [146, 1037, 265, 1075]
- dateline: Received May 12, 11.15 a.m. MELBOURNE, May 12.: [418, 1226, 505, 1245]
- divider-rule: [550, 1546, 629, 1547]
- subheadline: LEGISLATION BY UNITED STATES CONGRESS.: [535, 677, 644, 698]
- dateline: Received May 12, 11.25 a.m. PERTH, May 12.: [404, 954, 519, 973]
